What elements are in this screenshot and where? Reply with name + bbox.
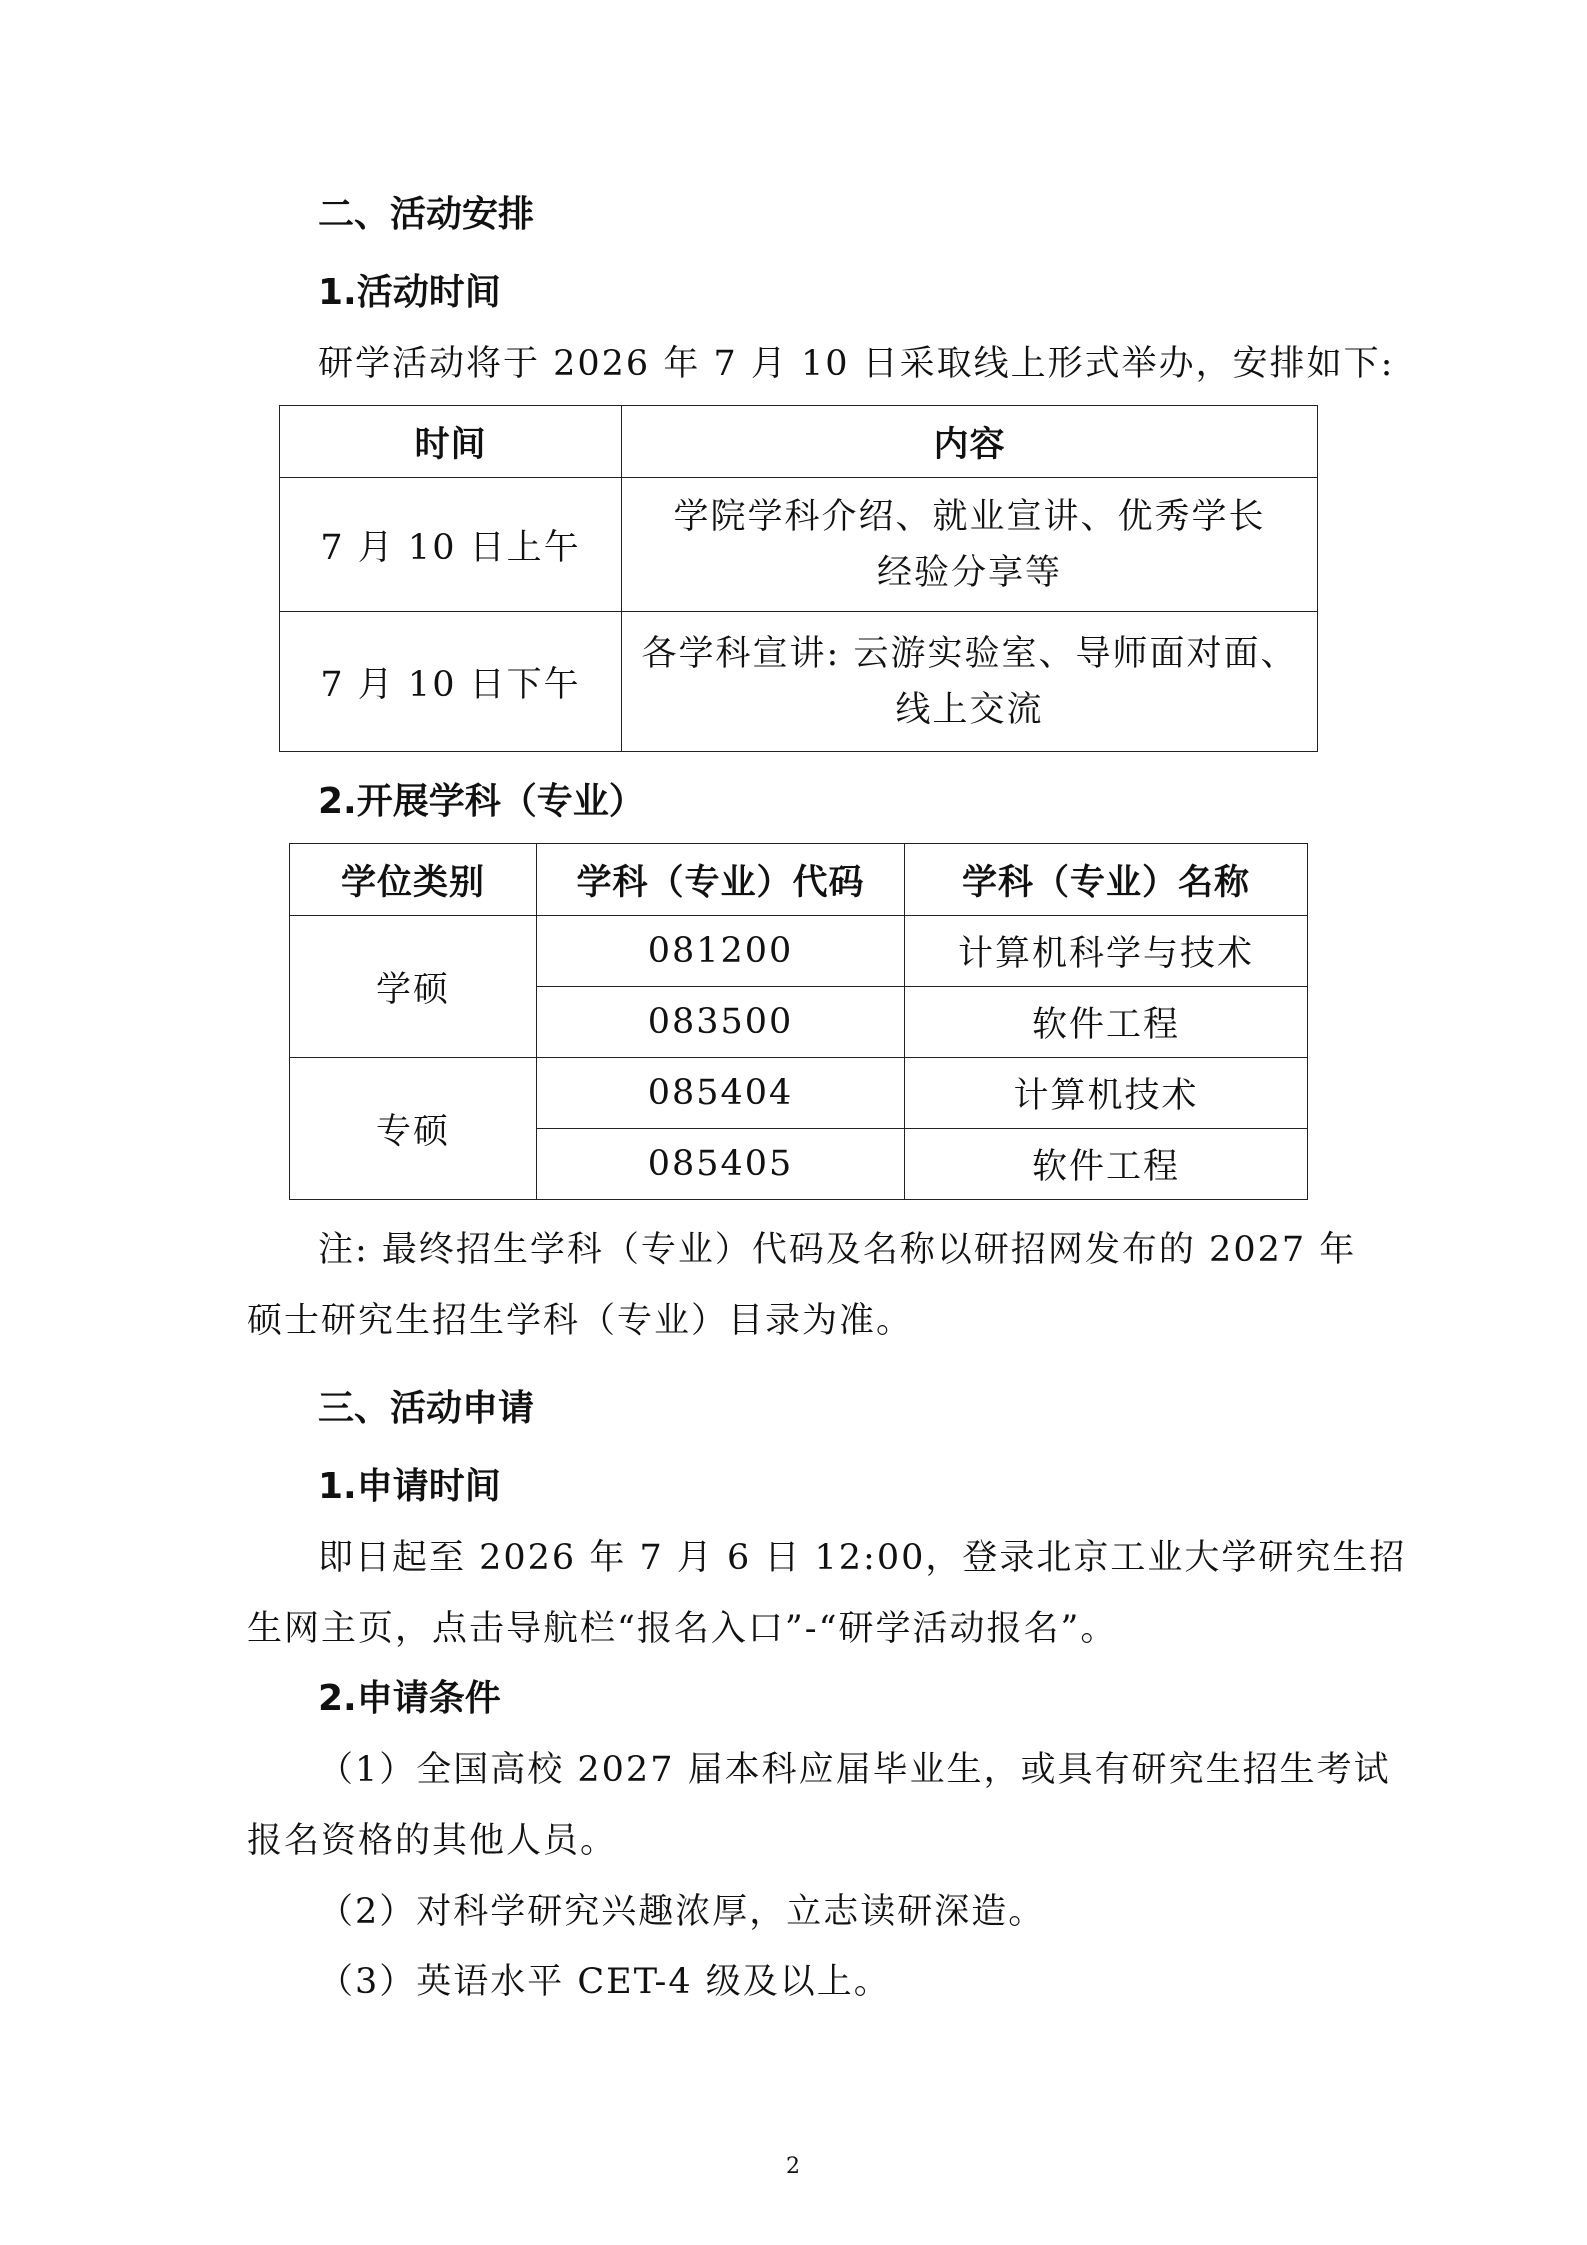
subject-code-cell: 085404 <box>537 1058 905 1129</box>
header-degree-type: 学位类别 <box>290 844 537 916</box>
header-time: 时间 <box>280 406 622 478</box>
section-2-title: 二、活动安排 <box>318 194 535 235</box>
page-number: 2 <box>786 2154 800 2179</box>
activity-time-heading: 1.活动时间 <box>318 272 501 313</box>
activity-time-intro: 研学活动将于 2026 年 7 月 10 日采取线上形式举办，安排如下: <box>318 344 1395 384</box>
table-row <box>290 1058 1308 1129</box>
content-line: 线上交流 <box>895 689 1044 730</box>
subject-name-cell: 软件工程 <box>905 1129 1308 1200</box>
condition-2: （2）对科学研究兴趣浓厚，立志读研深造。 <box>318 1892 1046 1932</box>
table-row <box>280 478 1318 612</box>
schedule-time-cell: 7 月 10 日上午 <box>280 478 622 612</box>
apply-time-line: 生网主页，点击导航栏“报名入口”-“研学活动报名”。 <box>247 1609 1118 1649</box>
content-line: 各学科宣讲: 云游实验室、导师面对面、 <box>641 633 1298 674</box>
subject-name-cell: 计算机技术 <box>905 1058 1308 1129</box>
schedule-content-cell <box>622 478 1318 612</box>
subject-code-cell: 085405 <box>537 1129 905 1200</box>
subject-name-cell: 计算机科学与技术 <box>905 916 1308 987</box>
subject-code-cell: 083500 <box>537 987 905 1058</box>
table-header-row <box>280 406 1318 478</box>
header-content: 内容 <box>622 406 1318 478</box>
table-row <box>280 612 1318 752</box>
content-line: 学院学科介绍、就业宣讲、优秀学长 <box>673 496 1266 537</box>
subject-name-cell: 软件工程 <box>905 987 1308 1058</box>
condition-1-line: （1）全国高校 2027 届本科应届毕业生，或具有研究生招生考试 <box>318 1750 1391 1790</box>
schedule-content-cell <box>622 612 1318 752</box>
degree-category-cell: 专硕 <box>290 1058 537 1200</box>
apply-time-heading: 1.申请时间 <box>318 1466 501 1507</box>
note-line: 注: 最终招生学科（专业）代码及名称以研招网发布的 2027 年 <box>318 1230 1357 1270</box>
section-3-title: 三、活动申请 <box>318 1388 535 1429</box>
subjects-table <box>289 843 1308 1200</box>
content-line: 经验分享等 <box>876 552 1062 593</box>
apply-conditions-heading: 2.申请条件 <box>318 1678 501 1719</box>
table-header-row <box>290 844 1308 916</box>
note-line: 硕士研究生招生学科（专业）目录为准。 <box>247 1301 914 1341</box>
degree-category-cell: 学硕 <box>290 916 537 1058</box>
header-name: 学科（专业）名称 <box>905 844 1308 916</box>
schedule-table <box>279 405 1318 752</box>
subject-code-cell: 081200 <box>537 916 905 987</box>
table-row <box>290 916 1308 987</box>
header-code: 学科（专业）代码 <box>537 844 905 916</box>
condition-3: （3）英语水平 CET-4 级及以上。 <box>318 1962 891 2002</box>
schedule-time-cell: 7 月 10 日下午 <box>280 612 622 752</box>
apply-time-line: 即日起至 2026 年 7 月 6 日 12:00，登录北京工业大学研究生招 <box>318 1538 1407 1578</box>
condition-1-line: 报名资格的其他人员。 <box>247 1821 618 1861</box>
subjects-heading: 2.开展学科（专业） <box>318 781 645 822</box>
